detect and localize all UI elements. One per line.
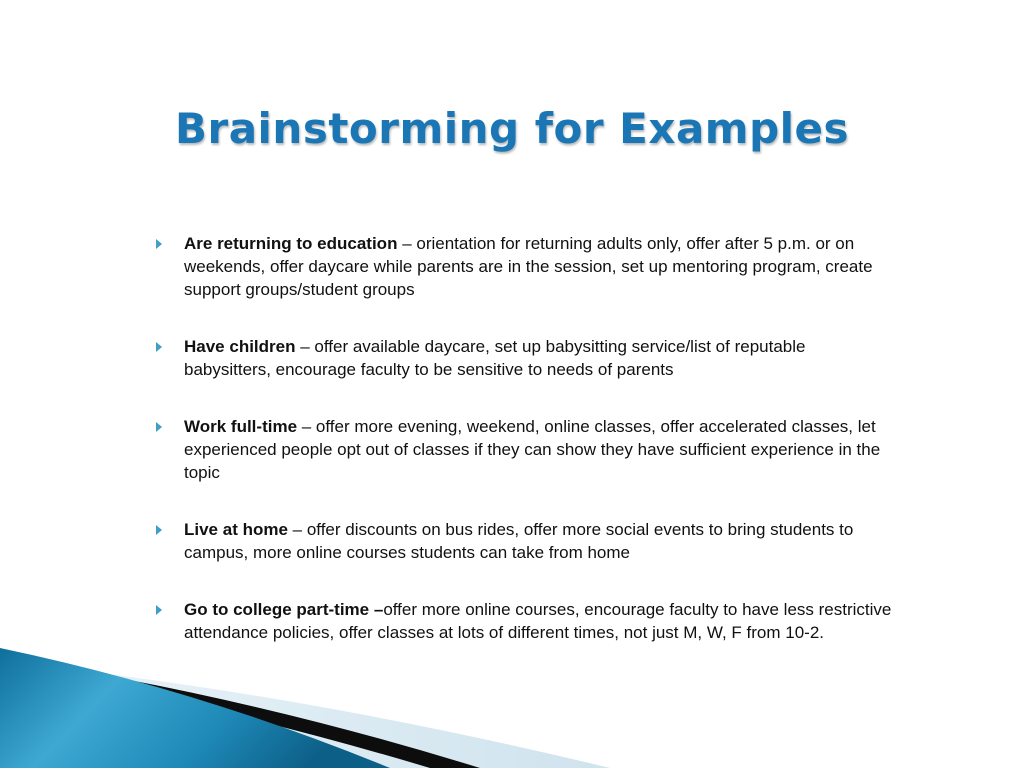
slide-title: Brainstorming for Examples — [174, 104, 850, 153]
bullet-item-live-at-home — [152, 518, 892, 564]
bullet-text: – offer available daycare, set up babysitting service/list of reputable babysitters, encourage faculty to be sensitive to needs of parents — [184, 337, 806, 379]
bullet-arrow-icon — [156, 239, 162, 249]
wave-blue-band — [0, 648, 390, 768]
bullet-term: Live at home — [184, 520, 288, 539]
bullet-item-part-time — [152, 598, 892, 644]
bullet-text: – orientation for returning adults only, offer after 5 p.m. or on weekends, offer daycare while parents are in the session, set up mentoring program, create support groups/student groups — [184, 234, 873, 299]
bullet-text: offer more online courses, encourage faculty to have less restrictive attendance policies, offer classes at lots of different times, not just M, W, F from 10-2. — [184, 600, 892, 642]
bullet-term: Go to college part-time – — [184, 600, 384, 619]
bullet-term: Have children — [184, 337, 296, 356]
bullet-arrow-icon — [156, 342, 162, 352]
bullet-item-work-full-time — [152, 415, 892, 484]
bullet-term: Work full-time — [184, 417, 298, 436]
bullet-item-have-children — [152, 335, 892, 381]
bullet-text: – offer discounts on bus rides, offer more social events to bring students to campus, more online courses students can take from home — [184, 520, 854, 562]
bullet-text: – offer more evening, weekend, online classes, offer accelerated classes, let experienced people opt out of classes if they can show they have sufficient experience in the topic — [184, 417, 881, 482]
bullet-list — [152, 232, 892, 644]
bullet-arrow-icon — [156, 525, 162, 535]
bullet-item-returning-to-education — [152, 232, 892, 301]
bullet-arrow-icon — [156, 422, 162, 432]
bullet-arrow-icon — [156, 605, 162, 615]
bullet-term: Are returning to education — [184, 234, 398, 253]
